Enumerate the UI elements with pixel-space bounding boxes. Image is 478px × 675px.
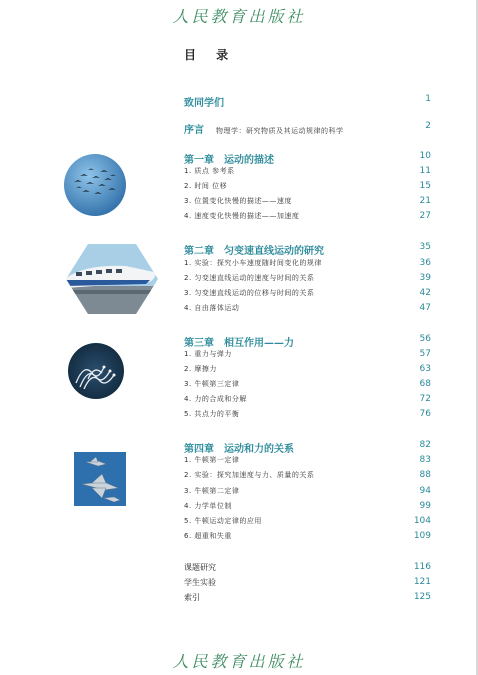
chapter-title: 第一章 运动的描述 [184, 155, 274, 166]
toc-chapter-4[interactable] [184, 440, 431, 454]
section-page: 109 [413, 531, 431, 541]
toc-entry-index[interactable] [184, 592, 431, 606]
toc-section[interactable] [184, 531, 431, 545]
section-title: 5. 牛顿运动定律的应用 [184, 517, 262, 525]
toc-section[interactable] [184, 349, 431, 363]
section-title: 2. 实验：探究加速度与力、质量的关系 [184, 471, 315, 479]
chapter-title: 第四章 运动和力的关系 [184, 444, 294, 455]
section-page: 72 [419, 394, 431, 404]
entry-page: 2 [425, 121, 431, 131]
entry-title: 课题研究 [184, 563, 216, 572]
section-title: 6. 超重和失重 [184, 532, 232, 540]
section-page: 83 [419, 455, 431, 465]
chapter-page: 82 [419, 440, 431, 450]
toc-section[interactable] [184, 273, 431, 287]
toc-section[interactable] [184, 379, 431, 393]
entry-title: 索引 [184, 593, 200, 602]
toc-section[interactable] [184, 486, 431, 500]
chapter-page: 10 [419, 151, 431, 161]
entry-page: 1 [425, 94, 431, 104]
chapter-title: 第三章 相互作用——力 [184, 338, 294, 349]
section-page: 27 [419, 211, 431, 221]
section-page: 76 [419, 409, 431, 419]
toc-section[interactable] [184, 394, 431, 408]
section-title: 1. 重力与弹力 [184, 350, 232, 358]
toc-section[interactable] [184, 409, 431, 423]
entry-title-text: 序言 [184, 125, 204, 136]
section-page: 63 [419, 364, 431, 374]
chapter-page: 56 [419, 334, 431, 344]
toc-title: 目 录 [184, 48, 237, 62]
section-title: 4. 自由落体运动 [184, 304, 240, 312]
section-title: 1. 实验：探究小车速度随时间变化的规律 [184, 259, 322, 267]
publisher-header: 人民教育出版社 [172, 7, 306, 26]
section-page: 21 [419, 196, 431, 206]
section-page: 88 [419, 470, 431, 480]
toc-section[interactable] [184, 516, 431, 530]
section-title: 2. 时间 位移 [184, 182, 228, 190]
toc-section[interactable] [184, 196, 431, 210]
toc-section[interactable] [184, 181, 431, 195]
section-title: 2. 摩擦力 [184, 365, 217, 373]
maglev-train-icon [66, 244, 158, 314]
section-title: 5. 共点力的平衡 [184, 410, 240, 418]
toc-section[interactable] [184, 455, 431, 469]
entry-page: 121 [413, 577, 431, 587]
whip-rope-icon [68, 343, 124, 399]
entry-page: 116 [413, 562, 431, 572]
fighter-jets-icon [74, 452, 126, 506]
section-title: 3. 牛顿第三定律 [184, 380, 240, 388]
section-title: 3. 匀变速直线运动的位移与时间的关系 [184, 289, 315, 297]
section-page: 104 [413, 516, 431, 526]
entry-page: 125 [413, 592, 431, 602]
section-page: 15 [419, 181, 431, 191]
section-page: 57 [419, 349, 431, 359]
section-title: 2. 匀变速直线运动的速度与时间的关系 [184, 274, 315, 282]
toc-section[interactable] [184, 211, 431, 225]
publisher-footer: 人民教育出版社 [172, 652, 306, 671]
section-page: 94 [419, 486, 431, 496]
toc-section[interactable] [184, 364, 431, 378]
toc-section[interactable] [184, 288, 431, 302]
toc-chapter-3[interactable] [184, 334, 431, 348]
section-title: 4. 力的合成和分解 [184, 395, 247, 403]
entry-title [184, 121, 344, 136]
section-page: 99 [419, 501, 431, 511]
toc-entry-project[interactable] [184, 562, 431, 576]
toc-chapter-1[interactable] [184, 151, 431, 165]
section-title: 3. 牛顿第二定律 [184, 487, 240, 495]
entry-title: 致同学们 [184, 98, 224, 109]
section-title: 3. 位置变化快慢的描述——速度 [184, 197, 292, 205]
toc-entry-experiments[interactable] [184, 577, 431, 591]
chapter-page: 35 [419, 242, 431, 252]
chapter-title: 第二章 匀变速直线运动的研究 [184, 246, 324, 257]
toc-entry-preface[interactable] [184, 121, 431, 135]
toc-entry-preface-letter[interactable] [184, 94, 431, 108]
section-page: 68 [419, 379, 431, 389]
toc-section[interactable] [184, 258, 431, 272]
section-page: 42 [419, 288, 431, 298]
section-title: 4. 力学单位制 [184, 502, 232, 510]
section-page: 36 [419, 258, 431, 268]
toc-chapter-2[interactable] [184, 242, 431, 256]
section-title: 1. 质点 参考系 [184, 167, 235, 175]
toc-section[interactable] [184, 166, 431, 180]
entry-subtitle: 物理学：研究物质及其运动规律的科学 [216, 127, 344, 135]
section-title: 4. 速度变化快慢的描述——加速度 [184, 212, 300, 220]
section-title: 1. 牛顿第一定律 [184, 456, 240, 464]
birds-flying-icon [64, 154, 126, 216]
section-page: 11 [419, 166, 431, 176]
toc-section[interactable] [184, 303, 431, 317]
toc-section[interactable] [184, 470, 431, 484]
section-page: 39 [419, 273, 431, 283]
section-page: 47 [419, 303, 431, 313]
entry-title: 学生实验 [184, 578, 216, 587]
toc-section[interactable] [184, 501, 431, 515]
